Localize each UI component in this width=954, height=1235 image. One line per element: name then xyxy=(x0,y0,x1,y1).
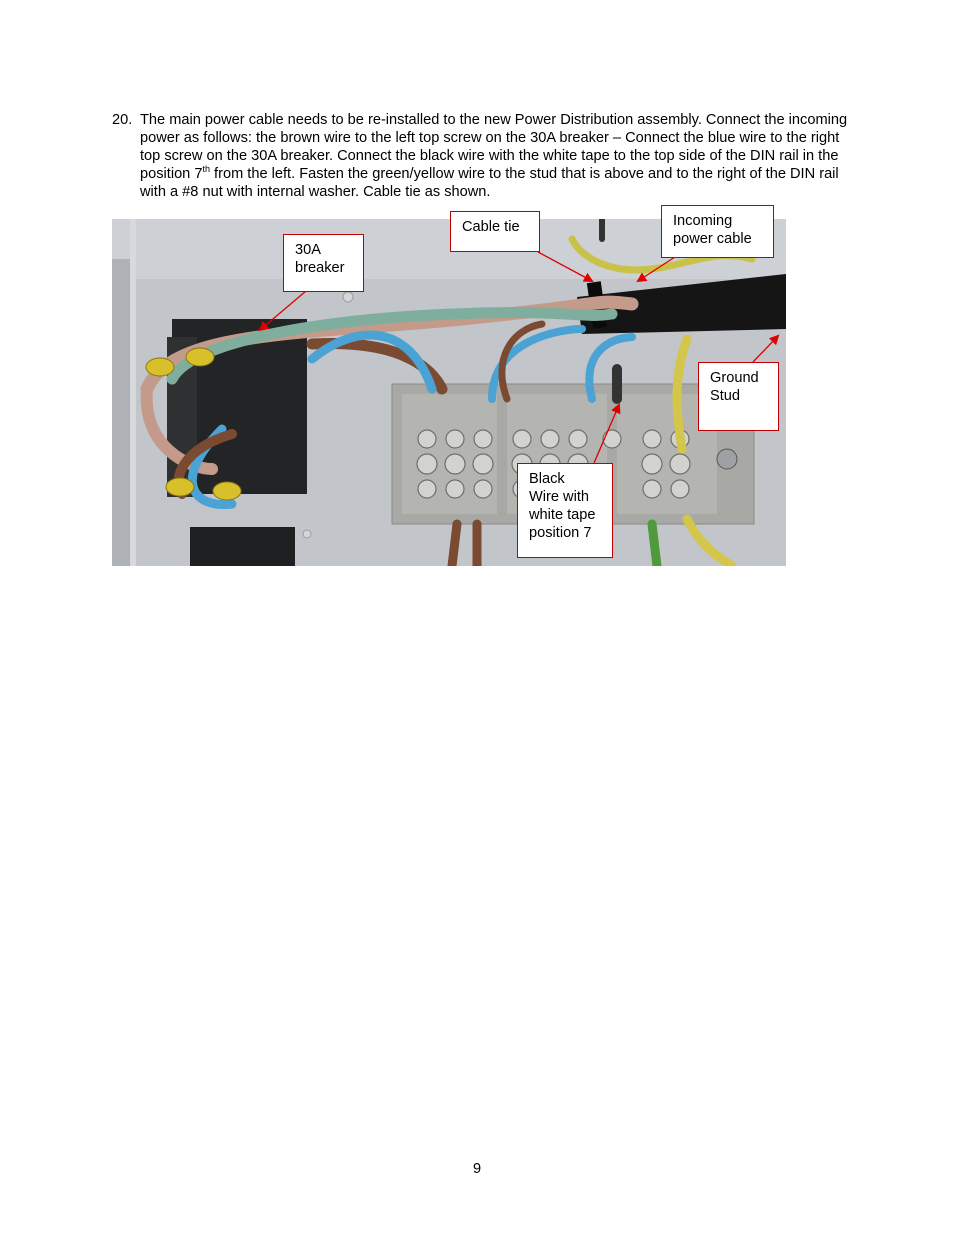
callout-black-wire-line4: position 7 xyxy=(529,525,592,541)
callout-black-wire xyxy=(517,463,613,558)
page-number: 9 xyxy=(472,1161,482,1177)
callout-incoming-line1: Incoming xyxy=(673,213,733,229)
step-instructions xyxy=(140,111,852,201)
callout-black-wire-line3: white tape xyxy=(529,507,596,523)
callout-ground-line1: Ground xyxy=(710,370,759,386)
step-number: 20. xyxy=(112,112,133,128)
step-text-rest: from the left. Fasten the green/yellow wire to the stud that is above and to the right of the DIN rail with a #8 nut with internal washer. Cable tie as shown. xyxy=(140,166,839,200)
callout-incoming-line2: power cable xyxy=(673,231,752,247)
callout-ground-stud xyxy=(698,362,779,431)
callout-black-wire-line2: Wire with xyxy=(529,489,589,505)
callout-30a-breaker-line2: breaker xyxy=(295,260,345,276)
callout-ground-line2: Stud xyxy=(710,388,741,404)
callout-cable-tie-line1: Cable tie xyxy=(462,219,520,235)
wiring-photo-illustration xyxy=(112,219,786,566)
step-text-main: The main power cable needs to be re-installed to the new Power Distribution assembly. Connect the incoming power as follows: the brown wire to the left top screw on the 30A breaker – Connect the blue wire to the right top screw on the 30A breaker. Connect the black wire with the white tape to the top side of the DIN rail in the position 7 xyxy=(140,112,848,182)
callout-30a-breaker-line1: 30A xyxy=(295,242,321,258)
callout-cable-tie xyxy=(450,211,540,252)
callout-black-wire-line1: Black xyxy=(529,471,565,487)
ordinal-superscript: th xyxy=(202,164,210,175)
callout-30a-breaker xyxy=(283,234,364,292)
wiring-photo xyxy=(112,219,786,566)
callout-incoming-power-cable xyxy=(661,205,774,258)
